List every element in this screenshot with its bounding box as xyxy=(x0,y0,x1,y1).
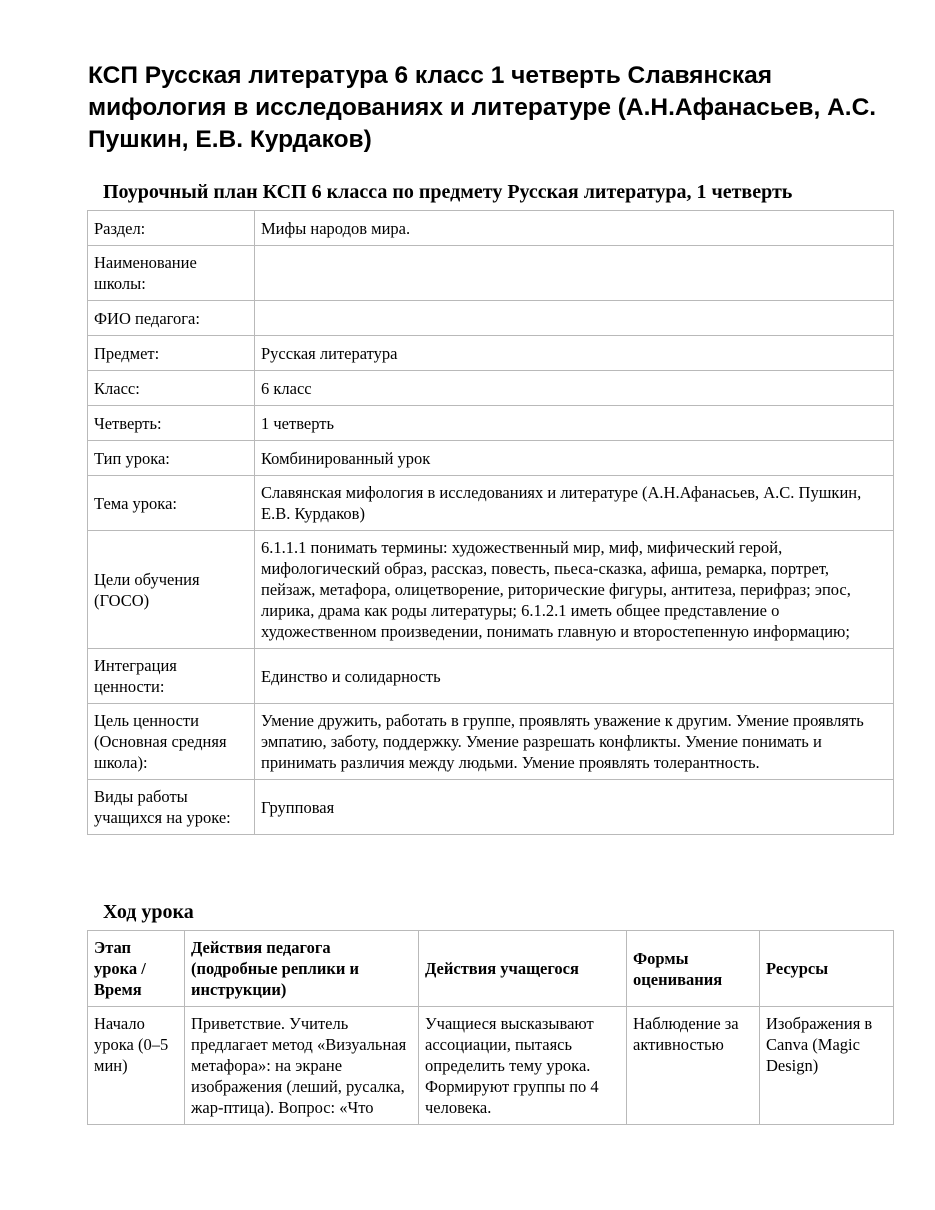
plan-label: Цель ценности (Основная средняя школа): xyxy=(88,704,255,780)
lesson-flow-heading: Ход урока xyxy=(103,901,194,923)
plan-value: 1 четверть xyxy=(255,406,894,441)
lesson-stage: Начало урока (0–5 мин) xyxy=(88,1007,185,1125)
plan-label: Наименование школы: xyxy=(88,246,255,301)
plan-value xyxy=(255,246,894,301)
plan-row-quarter xyxy=(88,406,894,441)
lesson-student-actions: Учащиеся высказывают ассоциации, пытаясь определить тему урока. Формируют группы по 4 человека. xyxy=(419,1007,627,1125)
plan-label: Тип урока: xyxy=(88,441,255,476)
plan-value: Умение дружить, работать в группе, проявлять уважение к другим. Умение проявлять эмпатию, заботу, поддержку. Умение разрешать конфликты. Умение понимать и принимать различия между людьми. Умение проявлять толерантность. xyxy=(255,704,894,780)
lesson-header-row xyxy=(88,931,894,1007)
plan-label: Виды работы учащихся на уроке: xyxy=(88,780,255,835)
plan-row-work-types xyxy=(88,780,894,835)
lesson-resources: Изображения в Canva (Magic Design) xyxy=(760,1007,894,1125)
plan-label: Четверть: xyxy=(88,406,255,441)
plan-value: Мифы народов мира. xyxy=(255,211,894,246)
plan-label: Интеграция ценности: xyxy=(88,649,255,704)
plan-value: 6 класс xyxy=(255,371,894,406)
lesson-flow-table xyxy=(87,930,894,1125)
header-stage: Этап урока / Время xyxy=(88,931,185,1007)
plan-label: ФИО педагога: xyxy=(88,301,255,336)
plan-value: Комбинированный урок xyxy=(255,441,894,476)
plan-row-topic xyxy=(88,476,894,531)
plan-row-teacher xyxy=(88,301,894,336)
lesson-assessment: Наблюдение за активностью xyxy=(627,1007,760,1125)
plan-value: Групповая xyxy=(255,780,894,835)
header-teacher-actions: Действия педагога (подробные реплики и инструкции) xyxy=(185,931,419,1007)
plan-value: Русская литература xyxy=(255,336,894,371)
document-title: КСП Русская литература 6 класс 1 четверть Славянская мифология в исследованиях и литературе (А.Н.Афанасьев, А.С. Пушкин, Е.В. Курдаков) xyxy=(88,62,877,153)
plan-value: 6.1.1.1 понимать термины: художественный мир, миф, мифический герой, мифологический образ, рассказ, повесть, пьеса-сказка, афиша, ремарка, портрет, пейзаж, метафора, олицетворение, риторические фигуры, антитеза, перифраз; эпос, лирика, драма как роды литературы; 6.1.2.1 иметь общее представление о художественном произведении, понимать главную и второстепенную информацию; xyxy=(255,531,894,649)
plan-row-subject xyxy=(88,336,894,371)
plan-value xyxy=(255,301,894,336)
plan-row-school xyxy=(88,246,894,301)
lesson-row xyxy=(88,1007,894,1125)
header-student-actions: Действия учащегося xyxy=(419,931,627,1007)
plan-label: Тема урока: xyxy=(88,476,255,531)
plan-row-grade xyxy=(88,371,894,406)
plan-row-value-goal xyxy=(88,704,894,780)
header-assessment: Формы оценивания xyxy=(627,931,760,1007)
header-resources: Ресурсы xyxy=(760,931,894,1007)
plan-row-learning-goals xyxy=(88,531,894,649)
plan-label: Предмет: xyxy=(88,336,255,371)
plan-row-values xyxy=(88,649,894,704)
plan-row-lesson-type xyxy=(88,441,894,476)
plan-label: Класс: xyxy=(88,371,255,406)
lesson-plan-table xyxy=(87,210,894,835)
plan-value: Славянская мифология в исследованиях и литературе (А.Н.Афанасьев, А.С. Пушкин, Е.В. Курдаков) xyxy=(255,476,894,531)
plan-label: Цели обучения (ГОСО) xyxy=(88,531,255,649)
lesson-teacher-actions: Приветствие. Учитель предлагает метод «Визуальная метафора»: на экране изображения (леший, русалка, жар-птица). Вопрос: «Что xyxy=(185,1007,419,1125)
plan-heading: Поурочный план КСП 6 класса по предмету Русская литература, 1 четверть xyxy=(103,181,793,203)
plan-row-section xyxy=(88,211,894,246)
plan-label: Раздел: xyxy=(88,211,255,246)
plan-value: Единство и солидарность xyxy=(255,649,894,704)
